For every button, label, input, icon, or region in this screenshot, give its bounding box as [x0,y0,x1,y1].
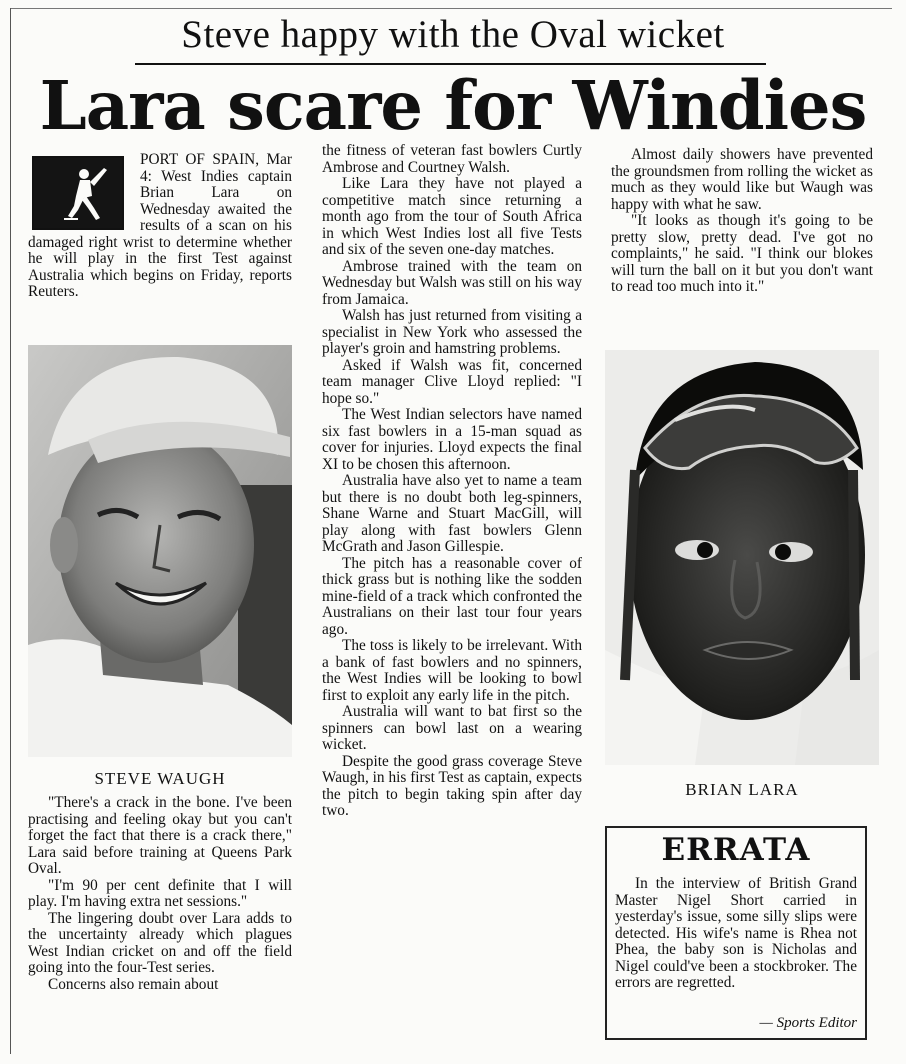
paragraph: The toss is likely to be irrelevant. With a bank of fast bowlers and no spinners, the West Indies will be looking to bowl first to exploit any early life in the pitch. [322,637,582,704]
paragraph: Asked if Walsh was fit, concerned team manager Clive Lloyd replied: "I hope so." [322,356,582,407]
errata-title: ERRATA [661,832,811,868]
paragraph: "It looks as though it's going to be pretty slow, pretty dead. I've got no complaints," he said. "I think our blokes will turn the ball on it but you don't want to read too much into it." [611,212,873,295]
brian-lara-portrait [605,350,879,765]
errata-body [615,876,857,992]
paragraph: Australia have also yet to name a team but there is no doubt both leg-spinners, Shane Warne and Stuart MacGill, will play along with fast bowlers Glenn McGrath and Jason Gillespie. [322,472,582,555]
kicker-underline [135,63,766,65]
batsman-icon [34,158,122,228]
column-1-bottom [28,795,292,993]
paragraph: Despite the good grass coverage Steve Waugh, in his first Test as captain, expects the pitch to begin taking spin after day two. [322,752,582,819]
brian-lara-caption: BRIAN LARA [685,780,799,799]
errata-text: In the interview of British Grand Master Nigel Short carried in yesterday's issue, some silly slips were detected. His wife's name is Rhea not Phea, the baby son is Nicholas and Nigel could've been a stockbroker. The errors are regretted. [615,875,857,991]
top-rule [10,8,892,9]
paragraph: Ambrose trained with the team on Wednesday but Walsh was still on his way from Jamaica. [322,257,582,308]
left-rule [10,8,11,1054]
steve-waugh-caption: STEVE WAUGH [94,769,226,788]
paragraph: Concerns also remain about [48,975,219,993]
paragraph: Walsh has just returned from visiting a specialist in New York who assessed the player's groin and hamstring problems. [322,307,582,357]
paragraph: Australia will want to bat first so the spinners can bowl last on a wearing wicket. [322,703,582,753]
column-2 [322,143,582,820]
cricket-logo-box [32,156,124,230]
cricket-logo [28,152,132,232]
kicker-headline: Steve happy with the Oval wicket [181,13,725,56]
paragraph: The lingering doubt over Lara adds to the uncertainty already which plagues West Indian cricket on and off the field going into the four-Test series. [28,909,292,976]
paragraph: "There's a crack in the bone. I've been practising and feeling okay but you can't forget the fact that there is a crack there," Lara said before training at Queens Park Oval. [28,794,292,877]
paragraph: The West Indian selectors have named six fast bowlers in a 15-man squad as cover for injuries. Lloyd expects the final XI to be chosen this afternoon. [322,406,582,473]
steve-waugh-photo [28,345,292,757]
paragraph: PORT OF SPAIN, Mar 4: West Indies captain Brian Lara on Wednesday awaited the results of a scan on his damaged right wrist to determine whether he will play in the first Test against Australia which begins on Friday, reports Reuters. [28,151,292,300]
steve-waugh-portrait [28,345,292,757]
errata-signature: — Sports Editor [759,1015,857,1031]
main-headline: Lara scare for Windies [39,66,867,145]
paragraph: "I'm 90 per cent definite that I will play. I'm having extra net sessions." [28,876,292,910]
errata-box [605,826,867,1040]
paragraph: Almost daily showers have prevented the groundsmen from rolling the wicket as much as they would like but Waugh was happy with what he saw. [611,146,873,213]
column-3-top [611,147,873,296]
paragraph: Like Lara they have not played a competitive match since returning a month ago from the tour of South Africa in which West Indies lost all five Tests and six of the seven one-day matches. [322,175,582,258]
paragraph: The pitch has a reasonable cover of thick grass but is nothing like the sodden mine-field of a track which confronted the Australians on their last tour four years ago. [322,554,582,638]
brian-lara-photo [605,350,879,765]
paragraph: the fitness of veteran fast bowlers Curtly Ambrose and Courtney Walsh. [322,142,582,176]
